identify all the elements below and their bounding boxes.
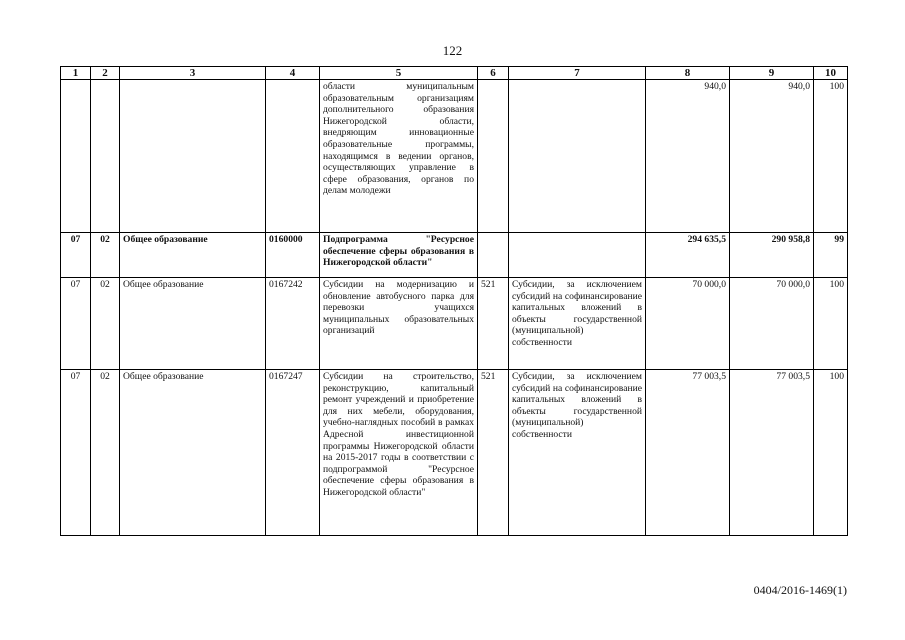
target-code: 0160000 [266,233,320,278]
section-name: Общее образование [120,233,266,278]
execution-percent: 100 [814,370,848,536]
expense-type-name [509,80,646,233]
executed-amount: 70 000,0 [730,278,814,370]
col-header-5: 5 [320,67,478,80]
col-header-3: 3 [120,67,266,80]
col-header-9: 9 [730,67,814,80]
col-header-10: 10 [814,67,848,80]
expense-description: Субсидии на строительство, реконструкцию, капитальный ремонт учреждений и приобретение для них мебели, оборудования, учебно-наглядных пособий в рамках Адресной инвестиционной программы Нижегородской области на 2015-2017 годы в соответствии с подпрограммой "Ресурсное обеспечение сферы образования в Нижегородской области" [320,370,478,536]
target-code [266,80,320,233]
budget-table [60,66,848,536]
col-header-6: 6 [478,67,509,80]
table-row [61,370,848,536]
target-code: 0167247 [266,370,320,536]
expense-type-code [478,233,509,278]
executed-amount: 940,0 [730,80,814,233]
subsection-code [91,80,120,233]
header-row [61,67,848,80]
execution-percent: 99 [814,233,848,278]
col-header-7: 7 [509,67,646,80]
expense-description: Подпрограмма "Ресурсное обеспечение сферы образования в Нижегородской области" [320,233,478,278]
table-row [61,233,848,278]
table-row [61,278,848,370]
execution-percent: 100 [814,80,848,233]
section-code: 07 [61,233,91,278]
section-code [61,80,91,233]
executed-amount: 290 958,8 [730,233,814,278]
section-name [120,80,266,233]
subsection-code: 02 [91,278,120,370]
planned-amount: 294 635,5 [646,233,730,278]
table-row [61,80,848,233]
col-header-2: 2 [91,67,120,80]
planned-amount: 940,0 [646,80,730,233]
section-name: Общее образование [120,370,266,536]
planned-amount: 77 003,5 [646,370,730,536]
col-header-4: 4 [266,67,320,80]
expense-type-code: 521 [478,278,509,370]
expense-type-code: 521 [478,370,509,536]
document-code: 0404/2016-1469(1) [753,583,847,597]
expense-type-name [509,233,646,278]
subsection-code: 02 [91,370,120,536]
target-code: 0167242 [266,278,320,370]
col-header-1: 1 [61,67,91,80]
section-code: 07 [61,278,91,370]
col-header-8: 8 [646,67,730,80]
expense-type-code [478,80,509,233]
page-number: 122 [442,43,463,58]
planned-amount: 70 000,0 [646,278,730,370]
expense-type-name: Субсидии, за исключением субсидий на софинансирование капитальных вложений в объекты государственной (муниципальной) собственности [509,370,646,536]
execution-percent: 100 [814,278,848,370]
expense-type-name: Субсидии, за исключением субсидий на софинансирование капитальных вложений в объекты государственной (муниципальной) собственности [509,278,646,370]
subsection-code: 02 [91,233,120,278]
section-code: 07 [61,370,91,536]
expense-description: области муниципальным образовательным организациям дополнительного образования Нижегородской области, внедряющим инновационные образовательные программы, находящимся в ведении органов, осуществляющих управление в сфере образования, органов по делам молодежи [320,80,478,233]
section-name: Общее образование [120,278,266,370]
executed-amount: 77 003,5 [730,370,814,536]
expense-description: Субсидии на модернизацию и обновление автобусного парка для перевозки учащихся муниципальных образовательных организаций [320,278,478,370]
